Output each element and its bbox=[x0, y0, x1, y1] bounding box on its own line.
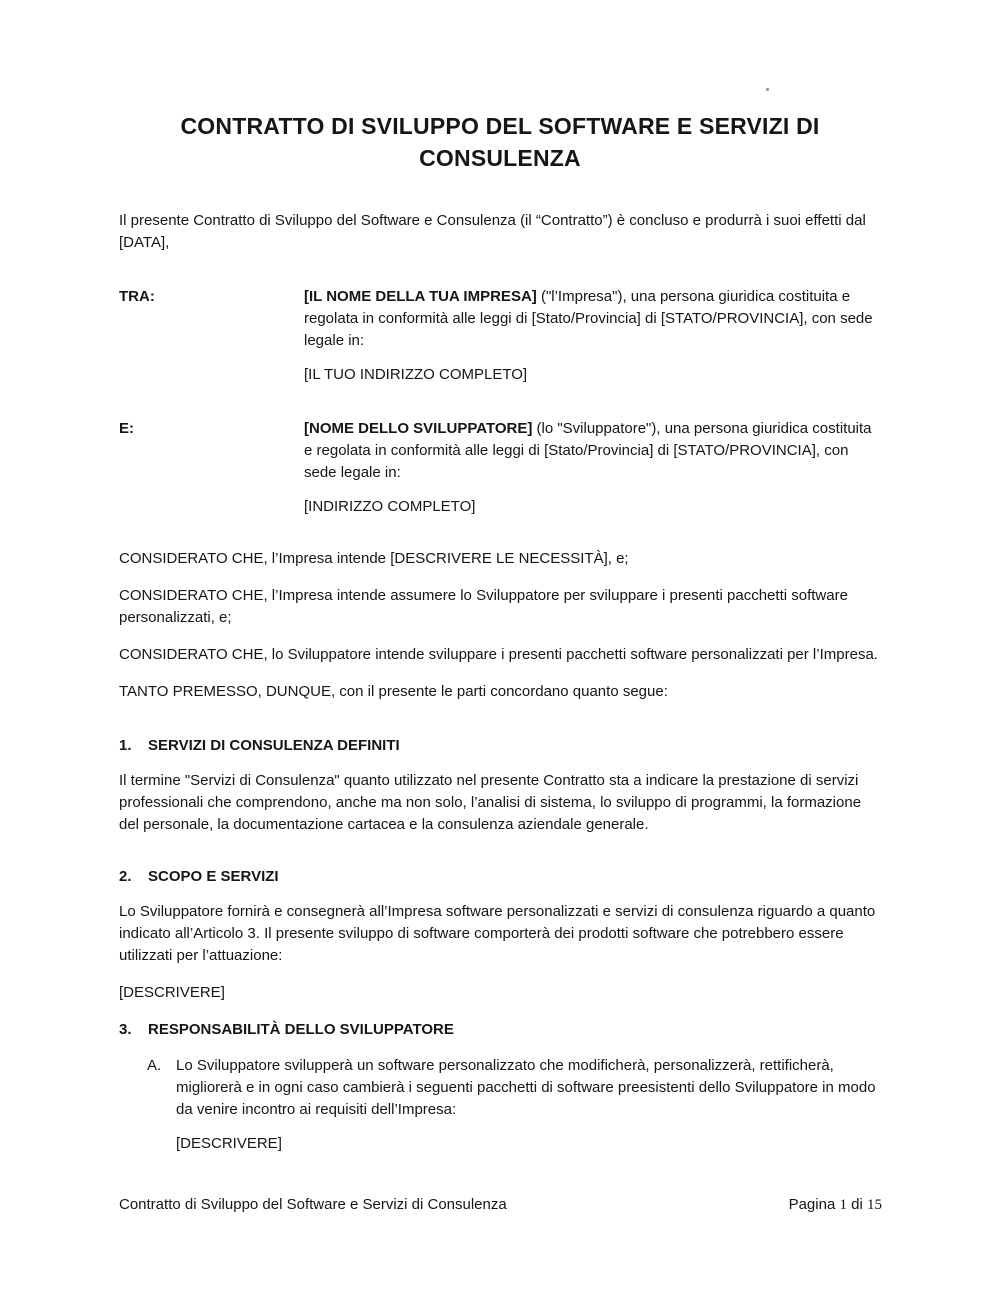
page-footer bbox=[119, 1194, 882, 1216]
party-text-tra: ("l’Impresa"), una persona giuridica costituita e regolata in conformità alle leggi di [Stato/Provincia] di [STATO/PROVINCIA], con sede legale in: bbox=[304, 288, 873, 349]
section-2-paragraph: Lo Sviluppatore fornirà e consegnerà all’Impresa software personalizzati e servizi di consulenza riguardo a quanto indicato all’Articolo 3. Il presente sviluppo di software comporterà dei prodotti software che potrebbero essere utilizzati per l’attuazione: bbox=[119, 903, 876, 964]
footer-document-name: Contratto di Sviluppo del Software e Servizi di Consulenza bbox=[119, 1196, 507, 1213]
stray-mark bbox=[766, 88, 769, 91]
party-label-e: E: bbox=[119, 420, 134, 437]
item-a-text: Lo Sviluppatore svilupperà un software personalizzato che modificherà, personalizzerà, rettificherà, migliorerà e in ogni caso cambierà i seguenti pacchetti di software preesistenti dello Sviluppatore in modo da venire incontro ai requisiti dell’Impresa: bbox=[176, 1057, 876, 1118]
recital-3: CONSIDERATO CHE, lo Sviluppatore intende sviluppare i presenti pacchetti software personalizzati per l’Impresa. bbox=[119, 646, 878, 663]
recital-closing: TANTO PREMESSO, DUNQUE, con il presente le parti concordano quanto segue: bbox=[119, 683, 668, 700]
party-name-tra: [IL NOME DELLA TUA IMPRESA] bbox=[304, 288, 537, 305]
party-description-e bbox=[304, 418, 881, 484]
intro-paragraph: Il presente Contratto di Sviluppo del Software e Consulenza (il “Contratto”) è concluso e produrrà i suoi effetti dal [DATA], bbox=[119, 212, 866, 251]
party-address-tra: [IL TUO INDIRIZZO COMPLETO] bbox=[304, 366, 528, 383]
party-description-tra bbox=[304, 286, 881, 352]
section-1-title: SERVIZI DI CONSULENZA DEFINITI bbox=[148, 737, 400, 754]
party-address-e: [INDIRIZZO COMPLETO] bbox=[304, 498, 476, 515]
party-name-e: [NOME DELLO SVILUPPATORE] bbox=[304, 420, 533, 437]
document-title bbox=[119, 110, 881, 174]
party-block-e bbox=[119, 418, 881, 484]
section-3-item-a bbox=[119, 1055, 881, 1121]
party-label-tra: TRA: bbox=[119, 288, 155, 305]
section-1-paragraph: Il termine "Servizi di Consulenza" quanto utilizzato nel presente Contratto sta a indicare la prestazione di servizi professionali che comprendono, anche ma non solo, l’analisi di sistema, lo sviluppo di programmi, la formazione del personale, la documentazione cartacea e la consulenza aziendale generale. bbox=[119, 772, 862, 833]
footer-page-number: 1 bbox=[839, 1197, 847, 1213]
footer-of-label: di bbox=[851, 1196, 863, 1213]
recital-2: CONSIDERATO CHE, l’Impresa intende assumere lo Sviluppatore per sviluppare i presenti pacchetti software personalizzati, e; bbox=[119, 587, 848, 626]
section-3-heading bbox=[119, 1019, 881, 1041]
footer-page-indicator bbox=[789, 1194, 882, 1216]
section-3-number: 3. bbox=[119, 1021, 132, 1038]
party-block-tra bbox=[119, 286, 881, 352]
section-2-number: 2. bbox=[119, 868, 132, 885]
party-text-e: (lo "Sviluppatore"), una persona giuridica costituita e regolata in conformità alle leggi di [Stato/Provincia] di [STATO/PROVINCIA], con sede legale in: bbox=[304, 420, 872, 481]
section-2-placeholder: [DESCRIVERE] bbox=[119, 984, 225, 1001]
footer-page-total: 15 bbox=[867, 1197, 882, 1213]
document-title-line1: CONTRATTO DI SVILUPPO DEL SOFTWARE E SERVIZI DI bbox=[180, 113, 820, 139]
document-title-line2: CONSULENZA bbox=[419, 145, 581, 171]
footer-page-label: Pagina bbox=[788, 1196, 836, 1213]
section-1-number: 1. bbox=[119, 737, 132, 754]
section-1-heading bbox=[119, 735, 881, 757]
section-2-heading bbox=[119, 866, 881, 888]
recital-1: CONSIDERATO CHE, l’Impresa intende [DESCRIVERE LE NECESSITÀ], e; bbox=[119, 550, 629, 567]
item-a-placeholder: [DESCRIVERE] bbox=[176, 1135, 282, 1152]
section-3-title: RESPONSABILITÀ DELLO SVILUPPATORE bbox=[148, 1021, 454, 1038]
item-a-letter: A. bbox=[147, 1057, 162, 1074]
section-2-title: SCOPO E SERVIZI bbox=[148, 868, 279, 885]
